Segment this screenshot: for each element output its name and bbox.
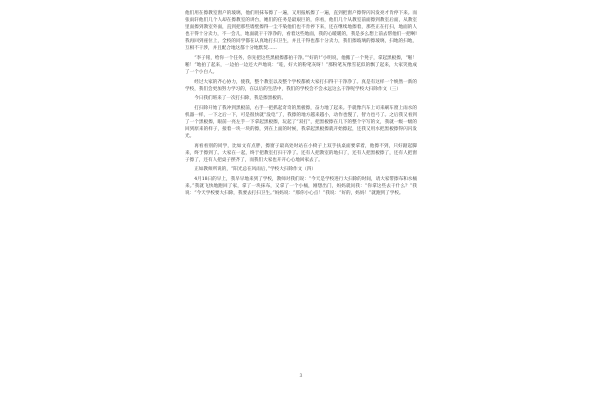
- paragraph-4: 今日我们班来了一次打扫除，我是擦黑板的。: [194, 96, 287, 102]
- paragraph-1: 他们用在擦教室窗户的玻璃，他们用抹布擦了一遍，又用报纸擦了一遍，直到把窗户擦得闪闪发亮才肯停下来。而张雨轩他们几个人却在擦教室的讲台，她们的任务是最艰巨的，你看，他们几个从教室前面擦到教室后面，从教室里面擦到教室外面，直到把那些墙壁擦得一尘不染他们也不肯停下来，还在继续地擦着，那些正在打扫，地面的人也干得十分卖力，不一会儿，地面就干干净净的，看着这些地面，我的心暖暖的，我是多么想上前去帮他们一把啊!我再回到座位上，全校的同学都在认真地打扫卫生，并且干得也都十分卖力，我们擦玻璃的擦玻璃，扫地的扫地，互相不干涉，并且配合地这都十分地默契……: [185, 11, 417, 52]
- paragraph-6: 再看看别的同学，比如文有点胖，擦窗子最高处时站在小椅子上双手扶桌面要拿着，他擦不到，只好踮起脚来，终于擦到了。大家在一起，终于把教室打扫干净了。还有人把教室的地扫了，还有人把黑板擦了，还有人把窗子擦了，还有人把桌子摆齐了，而我们大家也开开心心地回家去了。: [185, 143, 417, 163]
- paragraph-2: “李子铭，给你一个任务，你先把这些黑板擦都拍干净。”“好的!”小明说，他搬了一个凳子，拿起黑板擦，“啪！啪！”地拍了起来，一边拍一边还大声地说：“哇，好大的粉笔灰呀！”那粉笔灰像雪花似的飘了起来，大家笑他成了一个小白人。: [185, 55, 417, 76]
- paragraph-5: 打扫除开始了我冲到黑板前，右手一把抓起奇奇的黑板擦，奋力地了起来。手就像汽车上司来刷车窗上雨水的机器一样，一下之后一下，可是很快就“没电”了，我擦的地方越来越小，动作也慢了，智力也弓了。之后我又看到了一个黑板擦，眼前一亮左手一下拿起黑板擦，玩起了“双打”，把黑板擦在几下的整个字写的文，我就一级一级的回到原来的样子，接着一块一块的擦，到在上面的时候，我拿起黑板擦就开始擦起，还我又用水把黑板擦得闪闪发光。: [185, 105, 417, 140]
- document-page: [185, 10, 417, 385]
- paragraph-3: 经过大家的齐心协力，使我，整个教室以及整个学校都被大家打扫得干干净净了。真是有这样一个焕然一新的学校，我们会更加努力学习的，在以后的生活中，我们的学校会不会永远这么干净呢学校大扫除作文（三）: [185, 79, 417, 92]
- paragraph-8: 4月18日的早上，我早早地来到了学校，教师对我们说：“今天是学校进行大扫除的时间，请大家带擦布和水桶来。”我就飞快地跑回了家，拿了一块抹布，又拿了一个小桶，刚想出门，妈妈就问我：“你拿这些去干什么？”我说：“今天学校要大扫除，我要去打扫卫生。”妈妈说：“那你小心点！”我说：“好的，妈妈！”就跑到了学校。: [185, 176, 417, 196]
- paragraph-7: 正如教师所说的，“阳光总在风雨后，”学校大扫除作文（四）: [194, 167, 317, 173]
- document-body: [185, 10, 417, 197]
- page-number: 3: [299, 374, 303, 379]
